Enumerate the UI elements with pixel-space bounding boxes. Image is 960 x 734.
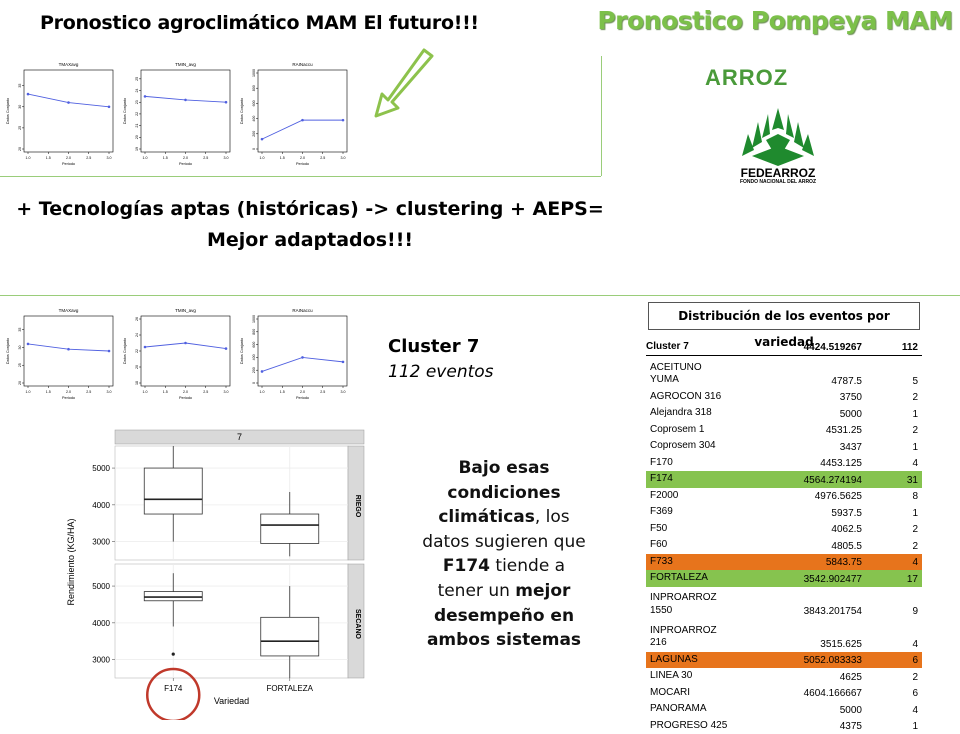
variety-table [646,339,922,734]
mini-y-tick-label: 20 [18,381,22,385]
table-row [646,554,922,571]
mini-y-axis-label: Datos Conjunto [6,98,10,124]
mini-y-axis-label: Datos Conjunto [123,98,127,124]
mini-series-line [262,120,343,139]
mini-y-axis-label: Datos Conjunto [240,338,244,364]
mini-series-line [262,357,343,371]
mini-chart-frame [258,70,347,152]
mini-y-tick-label: 200 [252,367,256,373]
table-cell-mean: 4787.5 [762,376,862,387]
mini-chart-frame [141,316,230,386]
table-cell-mean: 4531.25 [762,425,862,436]
table-cell-variety: F50 [646,523,762,536]
box-body [144,468,202,514]
mini-y-tick-label: 30 [18,345,22,349]
conclusion-text [400,456,608,653]
table-cell-variety: PROGRESO 425 [646,720,762,733]
slide-title: Pronostico agroclimático MAM El futuro!!! [40,12,560,34]
mini-y-tick-label: 20 [135,135,139,139]
table-header-cell: Cluster 7 [646,341,762,354]
table-row [646,652,922,669]
mini-x-tick-label: 2.0 [300,156,305,160]
mini-x-axis-label: Periodo [62,162,75,166]
mini-y-tick-label: 20 [135,365,139,369]
x-tick-label: FORTALEZA [267,684,314,693]
mini-x-tick-label: 1.5 [280,156,285,160]
table-cell-variety: F2000 [646,490,762,503]
table-cell-count: 4 [862,705,922,716]
table-cell-count: 1 [862,442,922,453]
conclusion-part: F174 [443,556,490,576]
table-row [646,587,922,620]
table-cell-count: 4 [862,639,922,650]
table-cell-count: 8 [862,491,922,502]
table-cell-count: 4 [862,458,922,469]
mini-y-tick-label: 19 [135,147,139,151]
mini-y-tick-label: 22 [135,112,139,116]
mini-y-tick-label: 23 [135,100,139,104]
mini-chart-title: TMAXavg [59,62,79,67]
arrow-down-left-icon [368,44,440,122]
mini-series-point [342,119,345,122]
mini-y-axis-label: Datos Conjunto [6,338,10,364]
table-row [646,504,922,521]
conclusion-part: ambos sistemas [427,630,581,650]
facet-title: 7 [237,432,242,442]
mini-x-tick-label: 1.0 [260,390,265,394]
table-row [646,389,922,406]
mini-x-tick-label: 2.5 [320,156,325,160]
conclusion-part: datos sugieren que [422,532,585,552]
mini-y-tick-label: 26 [135,317,139,321]
mini-y-tick-label: 24 [135,333,139,337]
mini-x-tick-label: 1.0 [26,390,31,394]
mini-y-tick-label: 21 [135,124,139,128]
table-cell-variety: AGROCON 316 [646,391,762,404]
mini-y-tick-label: 35 [18,84,22,88]
mini-x-tick-label: 3.0 [341,156,346,160]
table-cell-mean: 4453.125 [762,458,862,469]
mini-series-point [342,361,345,364]
table-cell-variety: LINEA 30 [646,670,762,683]
mini-x-tick-label: 1.0 [260,156,265,160]
table-cell-variety: Alejandra 318 [646,407,762,420]
mini-chart-frame [258,316,347,386]
y-tick-label: 4000 [92,619,110,628]
table-cell-variety: FORTALEZA [646,572,762,585]
table-cell-mean: 4604.166667 [762,688,862,699]
mini-chart-title: TMAXavg [59,308,79,313]
mini-x-tick-label: 2.5 [203,156,208,160]
box-body [261,617,319,656]
mini-y-tick-label: 25 [18,363,22,367]
mini-x-tick-label: 1.0 [143,390,148,394]
fedearroz-logo [722,104,834,186]
crop-label: ARROZ [705,65,788,91]
table-cell-variety: MOCARI [646,687,762,700]
mini-x-axis-label: Periodo [296,396,309,400]
table-cell-count: 2 [862,672,922,683]
mini-series-point [184,342,187,345]
table-row [646,438,922,455]
y-tick-label: 5000 [92,582,110,591]
table-cell-count: 31 [862,475,922,486]
mini-x-tick-label: 2.5 [320,390,325,394]
forecast-charts [2,58,354,170]
mini-x-axis-label: Periodo [179,162,192,166]
x-tick-label: F174 [164,684,183,693]
table-cell-count: 17 [862,574,922,585]
table-cell-count: 2 [862,541,922,552]
separator-top [0,176,601,177]
table-cell-mean: 3843.201754 [762,606,862,617]
table-row [646,422,922,439]
mini-y-tick-label: 25 [18,126,22,130]
table-row [646,405,922,422]
table-cell-count: 9 [862,606,922,617]
box-body [144,592,202,601]
table-cell-mean: 4564.274194 [762,475,862,486]
mini-y-tick-label: 0 [252,382,256,384]
table-cell-count: 5 [862,376,922,387]
table-cell-mean: 4062.5 [762,524,862,535]
table-header-cell: 112 [862,342,922,353]
mini-y-tick-label: 800 [252,329,256,335]
forecast-title: Pronostico Pompeya MAM [590,6,960,35]
table-cell-variety: ACEITUNO YUMA [646,362,762,387]
mini-y-tick-label: 20 [18,147,22,151]
table-cell-count: 2 [862,392,922,403]
y-tick-label: 4000 [92,501,110,510]
table-row [646,488,922,505]
mini-y-tick-label: 35 [18,328,22,332]
mini-x-axis-label: Periodo [179,396,192,400]
table-row [646,356,922,389]
table-row [646,668,922,685]
mini-y-tick-label: 800 [252,85,256,91]
mini-series-point [225,347,228,350]
subtitle-line-2: Mejor adaptados!!! [10,225,610,256]
mini-y-tick-label: 22 [135,349,139,353]
conclusion-part: tiende a [490,556,565,576]
conclusion-part: desempeño en [434,606,574,626]
table-cell-count: 1 [862,721,922,732]
conclusion-part: Bajo esas [458,458,549,478]
table-row [646,471,922,488]
mini-x-tick-label: 1.5 [280,390,285,394]
subtitle [10,194,610,256]
table-row [646,701,922,718]
mini-y-tick-label: 600 [252,100,256,106]
cluster-events: 112 eventos [388,362,494,382]
y-tick-label: 5000 [92,464,110,473]
table-cell-mean: 5937.5 [762,508,862,519]
table-cell-mean: 4805.5 [762,541,862,552]
table-cell-count: 1 [862,409,922,420]
y-axis-label: Rendimiento (KG/HA) [66,518,76,605]
mini-series-point [27,93,30,96]
table-row [646,537,922,554]
table-cell-count: 6 [862,655,922,666]
mini-x-tick-label: 3.0 [224,390,229,394]
mini-series-point [144,346,147,349]
mini-y-tick-label: 600 [252,342,256,348]
table-cell-variety: INPROARROZ 216 [646,625,762,650]
table-cell-mean: 3515.625 [762,639,862,650]
mini-series-point [108,350,111,353]
mini-x-tick-label: 2.5 [203,390,208,394]
mini-x-tick-label: 2.0 [66,156,71,160]
table-cell-count: 2 [862,524,922,535]
mini-x-tick-label: 2.0 [183,156,188,160]
conclusion-part: mejor [515,581,570,601]
mini-x-tick-label: 2.0 [300,390,305,394]
conclusion-part: condiciones [447,483,560,503]
mini-series-point [184,99,187,102]
table-cell-count: 6 [862,688,922,699]
facet-label: RIEGO [354,495,361,518]
table-cell-count: 1 [862,508,922,519]
table-cell-count: 4 [862,557,922,568]
mini-series-point [27,343,30,346]
mini-x-tick-label: 1.5 [46,156,51,160]
yield-boxplot [60,422,390,720]
table-cell-mean: 5843.75 [762,557,862,568]
mini-x-tick-label: 1.5 [163,156,168,160]
conclusion-part: , los [535,507,570,527]
mini-y-tick-label: 0 [252,148,256,150]
mini-y-tick-label: 400 [252,116,256,122]
mini-y-axis-label: Datos Conjunto [240,98,244,124]
table-cell-mean: 5000 [762,705,862,716]
table-cell-mean: 4976.5625 [762,491,862,502]
mini-x-tick-label: 3.0 [107,390,112,394]
mini-chart-frame [24,70,113,152]
table-row [646,570,922,587]
box-body [261,514,319,543]
mini-series-point [144,95,147,98]
logo-subtext: FONDO NACIONAL DEL ARROZ [722,179,834,185]
x-axis-label: Variedad [214,696,249,706]
table-cell-variety: F369 [646,506,762,519]
y-tick-label: 3000 [92,656,110,665]
mini-x-tick-label: 2.5 [86,390,91,394]
table-row [646,455,922,472]
conclusion-part: climáticas [438,507,535,527]
mini-y-tick-label: 25 [135,77,139,81]
table-cell-mean: 4375 [762,721,862,732]
mini-y-tick-label: 24 [135,89,139,93]
mini-x-tick-label: 2.0 [183,390,188,394]
table-cell-variety: PANORAMA [646,703,762,716]
mini-x-axis-label: Periodo [62,396,75,400]
mini-y-axis-label: Datos Conjunto [123,338,127,364]
mini-y-tick-label: 400 [252,354,256,360]
table-row [646,685,922,702]
mini-x-tick-label: 1.5 [163,390,168,394]
mini-series-point [261,138,264,141]
cluster-label: Cluster 7 [388,336,479,357]
table-cell-mean: 5000 [762,409,862,420]
table-row [646,521,922,538]
table-cell-mean: 4625 [762,672,862,683]
mini-series-point [301,356,304,359]
mini-series-point [108,105,111,108]
mini-x-tick-label: 2.5 [86,156,91,160]
mini-chart-title: RAINaccu [292,308,313,313]
mini-series-line [28,94,109,107]
mini-series-point [225,101,228,104]
table-cell-variety: F170 [646,457,762,470]
mini-chart-frame [141,70,230,152]
mini-x-tick-label: 2.0 [66,390,71,394]
mini-x-tick-label: 1.5 [46,390,51,394]
y-tick-label: 3000 [92,538,110,547]
mini-x-tick-label: 3.0 [341,390,346,394]
table-cell-variety: Coprosem 1 [646,424,762,437]
mini-series-point [301,119,304,122]
conclusion-part: tener un [438,581,516,601]
table-header-cell: 4424.519267 [762,342,862,353]
mini-y-tick-label: 200 [252,131,256,137]
mini-series-point [67,101,70,104]
mini-y-tick-label: 18 [135,381,139,385]
table-row [646,619,922,652]
table-cell-mean: 3437 [762,442,862,453]
separator-vertical [601,56,602,176]
table-cell-count: 2 [862,425,922,436]
table-cell-mean: 5052.083333 [762,655,862,666]
mini-y-tick-label: 1000 [252,69,256,77]
separator-middle [0,295,960,296]
mini-y-tick-label: 1000 [252,315,256,323]
table-cell-mean: 3542.902477 [762,574,862,585]
mini-x-tick-label: 1.0 [26,156,31,160]
facet-label: SECANO [354,609,361,640]
table-cell-variety: F733 [646,556,762,569]
mini-series-point [261,370,264,373]
logo-text: FEDEARROZ [728,166,828,180]
table-cell-mean: 3750 [762,392,862,403]
mini-y-tick-label: 30 [18,105,22,109]
table-cell-variety: LAGUNAS [646,654,762,667]
subtitle-line-1: + Tecnologías aptas (históricas) -> clustering + AEPS= [10,194,610,225]
mini-series-point [67,348,70,351]
table-cell-variety: INPROARROZ 1550 [646,592,762,617]
mini-x-axis-label: Periodo [296,162,309,166]
mini-chart-title: TMIN_avg [175,308,196,313]
mini-x-tick-label: 1.0 [143,156,148,160]
mini-chart-title: TMIN_avg [175,62,196,67]
mini-x-tick-label: 3.0 [224,156,229,160]
box-outlier [172,652,175,655]
table-header [646,339,922,356]
table-cell-variety: F174 [646,473,762,486]
mini-chart-title: RAINaccu [292,62,313,67]
mini-x-tick-label: 3.0 [107,156,112,160]
table-title: Distribución de los eventos por variedad [648,302,920,330]
table-cell-variety: F60 [646,539,762,552]
table-cell-variety: Coprosem 304 [646,440,762,453]
cluster-charts [2,304,354,404]
